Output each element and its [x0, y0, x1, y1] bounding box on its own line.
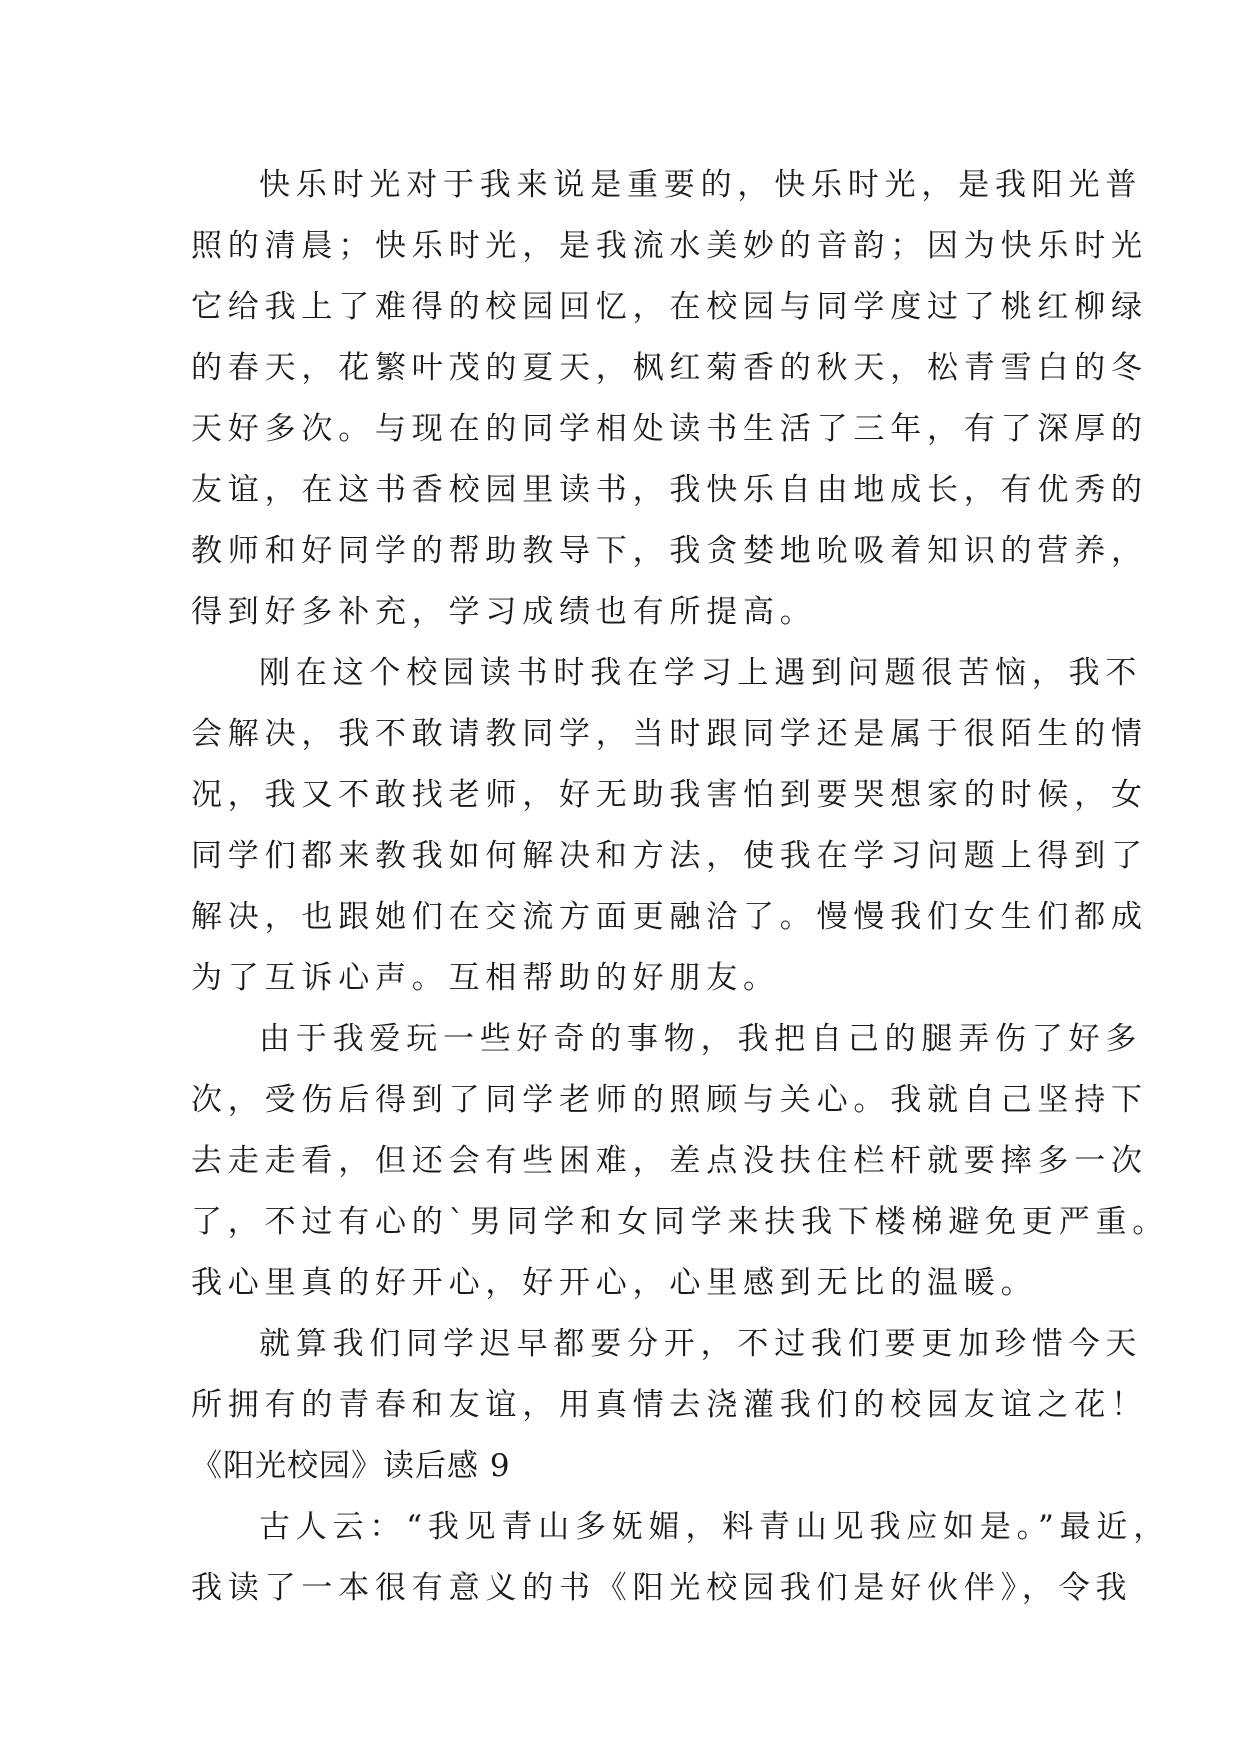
paragraph-2-line-2: 会解决，我不敢请教同学，当时跟同学还是属于很陌生的情: [191, 716, 1148, 752]
paragraph-3-line-5: 我心里真的好开心，好开心，心里感到无比的温暖。: [191, 1265, 1038, 1301]
paragraph-1-line-7: 教师和好同学的帮助教导下，我贪婪地吮吸着知识的营养，: [191, 533, 1148, 569]
paragraph-1-line-5: 天好多次。与现在的同学相处读书生活了三年，有了深厚的: [191, 411, 1148, 447]
paragraph-2-line-5: 解决，也跟她们在交流方面更融洽了。慢慢我们女生们都成: [191, 899, 1148, 935]
paragraph-2-line-6: 为了互诉心声。互相帮助的好朋友。: [191, 960, 780, 996]
paragraph-1-line-1: 快乐时光对于我来说是重要的，快乐时光，是我阳光普: [259, 167, 1143, 203]
paragraph-1-line-3: 它给我上了难得的校园回忆，在校园与同学度过了桃红柳绿: [191, 289, 1148, 325]
paragraph-2-line-3: 况，我又不敢找老师，好无助我害怕到要哭想家的时候，女: [191, 777, 1148, 813]
paragraph-3-line-1: 由于我爱玩一些好奇的事物，我把自己的腿弄伤了好多: [259, 1021, 1143, 1057]
paragraph-1-line-8: 得到好多补充，学习成绩也有所提高。: [191, 594, 817, 630]
paragraph-3-line-2: 次，受伤后得到了同学老师的照顾与关心。我就自己坚持下: [191, 1082, 1148, 1118]
final-paragraph-line-1: 古人云：“我见青山多妩媚，料青山见我应如是。”最近，: [259, 1509, 1170, 1545]
paragraph-3-line-3: 去走走看，但还会有些困难，差点没扶住栏杆就要摔多一次: [191, 1143, 1148, 1179]
paragraph-3-line-4: 了，不过有心的`男同学和女同学来扶我下楼梯避免更严重。: [191, 1204, 1170, 1240]
paragraph-4-line-1: 就算我们同学迟早都要分开，不过我们要更加珍惜今天: [259, 1326, 1143, 1362]
paragraph-1-line-6: 友谊，在这书香校园里读书，我快乐自由地成长，有优秀的: [191, 472, 1148, 508]
final-paragraph-line-2: 我读了一本很有意义的书《阳光校园我们是好伙伴》，令我: [191, 1570, 1133, 1606]
document-body: [191, 155, 1170, 1619]
paragraph-4-line-2: 所拥有的青春和友谊，用真情去浇灌我们的校园友谊之花！: [191, 1387, 1148, 1423]
section-heading: 《阳光校园》读后感 9: [191, 1448, 511, 1484]
paragraph-1-line-4: 的春天，花繁叶茂的夏天，枫红菊香的秋天，松青雪白的冬: [191, 350, 1148, 386]
paragraph-2-line-1: 刚在这个校园读书时我在学习上遇到问题很苦恼，我不: [259, 655, 1143, 691]
paragraph-1-line-2: 照的清晨；快乐时光，是我流水美妙的音韵；因为快乐时光: [191, 228, 1148, 264]
paragraph-2-line-4: 同学们都来教我如何解决和方法，使我在学习问题上得到了: [191, 838, 1148, 874]
